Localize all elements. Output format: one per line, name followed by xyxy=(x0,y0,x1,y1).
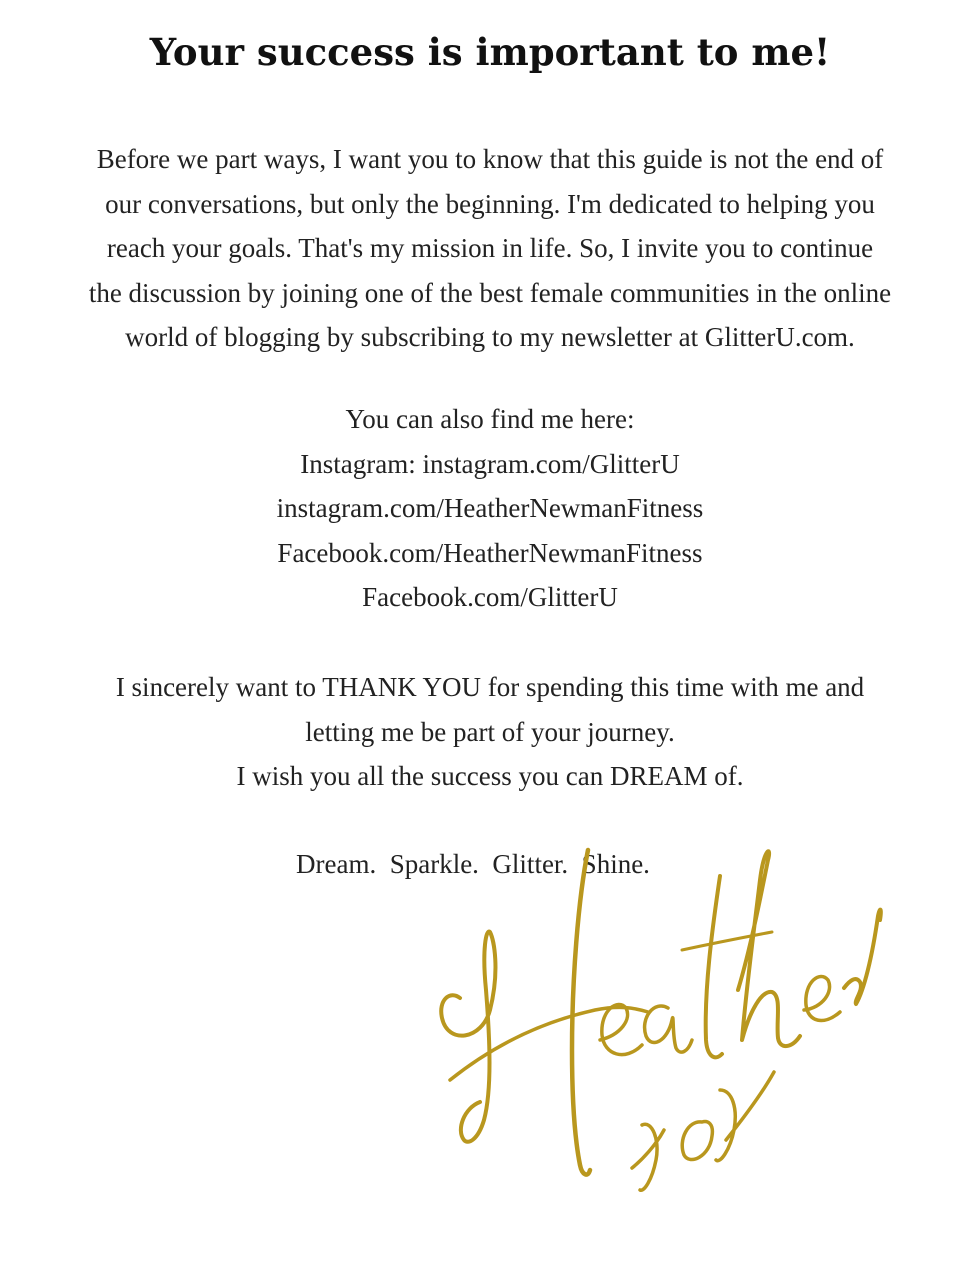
find-me-section xyxy=(40,397,940,620)
thanks-line: letting me be part of your journey. xyxy=(305,716,675,747)
tagline: Dream. Sparkle. Glitter. Shine. xyxy=(296,849,650,879)
signature-heather-xox xyxy=(420,840,900,1200)
signature-h-crossbar xyxy=(450,1007,648,1080)
signature-x1 xyxy=(632,1124,664,1190)
page-title: Your success is important to me! xyxy=(149,30,831,74)
social-link-instagram-heathernewmanfitness: instagram.com/HeatherNewmanFitness xyxy=(276,493,704,524)
signature-h-left-stem xyxy=(441,932,495,1142)
thanks-line: I sincerely want to THANK YOU for spending this time with me and xyxy=(115,672,865,702)
intro-line: Before we part ways, I want you to know that this guide is not the end of xyxy=(96,144,884,174)
signature-t-stem xyxy=(706,876,722,1057)
intro-paragraph xyxy=(40,137,940,360)
signature-e xyxy=(600,1004,642,1054)
intro-line: the discussion by joining one of the best female communities in the online xyxy=(88,277,892,308)
signature-r xyxy=(844,910,881,1004)
social-link-instagram-glitteru: Instagram: instagram.com/GlitterU xyxy=(300,448,680,479)
signature-x2 xyxy=(716,1072,774,1161)
signature-a xyxy=(645,1006,692,1052)
signature-t-cross xyxy=(682,932,772,950)
thanks-line: I wish you all the success you can DREAM of. xyxy=(236,761,744,792)
intro-line: our conversations, but only the beginning. I'm dedicated to helping you xyxy=(105,188,875,219)
signature-o xyxy=(682,1122,712,1160)
intro-line: reach your goals. That's my mission in life. So, I invite you to continue xyxy=(106,233,874,264)
thanks-paragraph xyxy=(40,665,940,799)
social-link-facebook-glitteru: Facebook.com/GlitterU xyxy=(362,582,618,613)
signature-h-lowercase xyxy=(738,851,800,1046)
intro-line: world of blogging by subscribing to my newsletter at GlitterU.com. xyxy=(125,322,855,353)
find-me-heading: You can also find me here: xyxy=(345,404,635,434)
signature-e2 xyxy=(804,976,840,1020)
social-link-facebook-heathernewmanfitness: Facebook.com/HeatherNewmanFitness xyxy=(277,537,703,568)
